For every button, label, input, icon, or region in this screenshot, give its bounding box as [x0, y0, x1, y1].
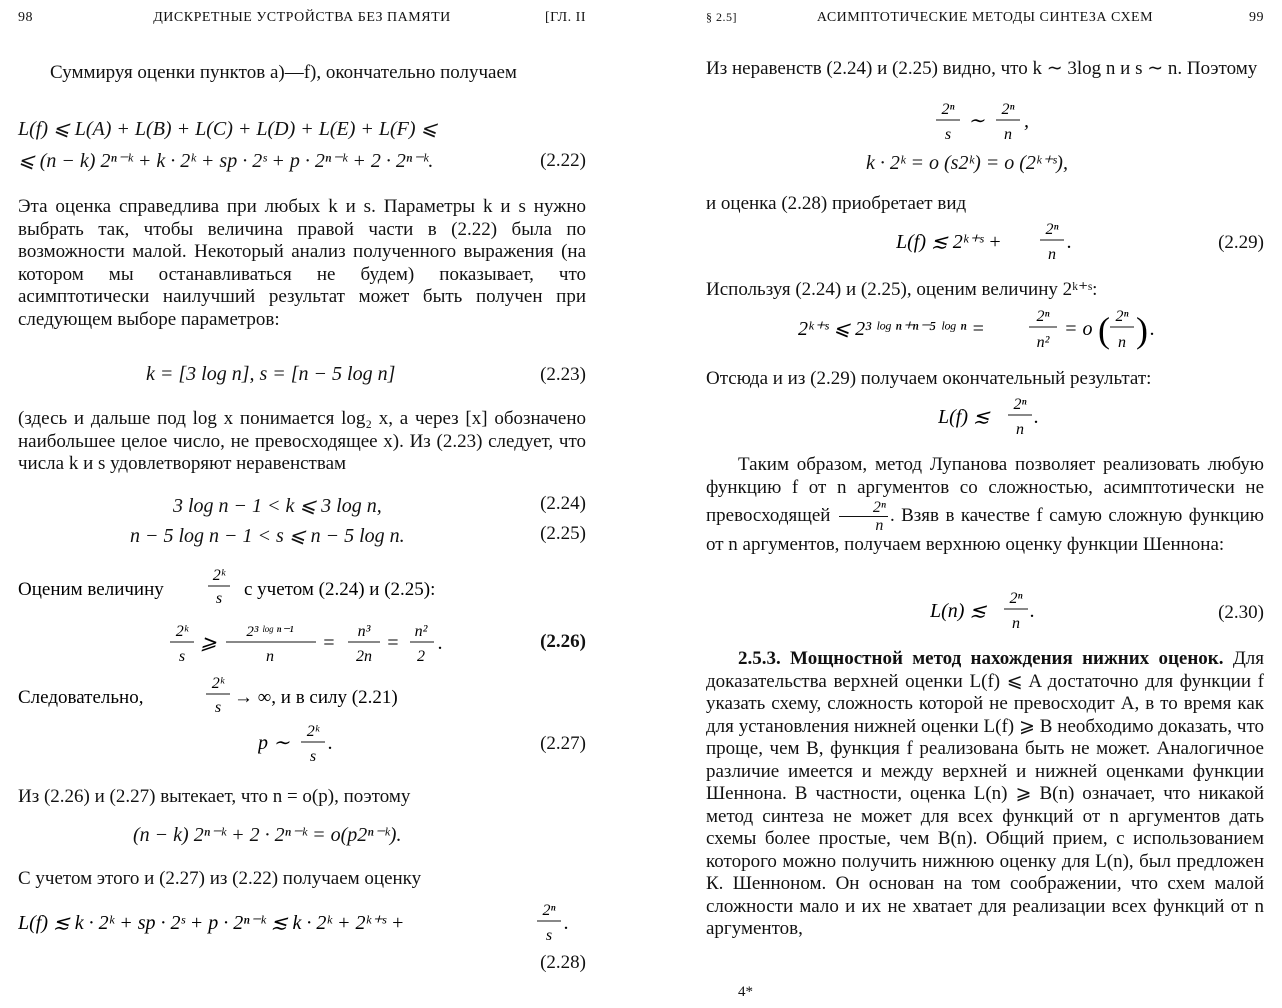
- paragraph-3: (здесь и дальше под log x понимается log₂ x, а через [x] обозначено наибольшее целое число, не превосходящее x). Из (2.23) следует, что числа k и s удовлетворяют неравенствам: [18, 408, 586, 474]
- fraction-numerator: 2ᵏ: [212, 567, 226, 584]
- svg-text:⩾: ⩾: [200, 632, 217, 654]
- svg-text:n: n: [1012, 615, 1020, 632]
- equation-number-2-25: (2.25): [540, 523, 586, 544]
- equation-2-28: [18, 896, 586, 946]
- inline-fraction: $\frac{\text{2ⁿ}}{n}$: [839, 499, 888, 534]
- left-header-chapter: [ГЛ. II: [544, 10, 586, 25]
- equation-2-29: [896, 215, 1096, 265]
- left-page-number: 98: [18, 10, 33, 25]
- svg-text:2ⁿ: 2ⁿ: [1115, 308, 1129, 325]
- svg-text:2ᵏ: 2ᵏ: [175, 623, 189, 640]
- svg-text:p ∼: p ∼: [258, 732, 290, 754]
- right-page: [706, 0, 1264, 1008]
- equation-final-result: [938, 392, 1078, 442]
- svg-text:.: .: [1150, 318, 1155, 340]
- right-header-title: АСИМПТОТИЧЕСКИЕ МЕТОДЫ СИНТЕЗА СХЕМ: [816, 10, 1154, 25]
- svg-text:с учетом (2.24) и (2.25):: с учетом (2.24) и (2.25):: [244, 579, 436, 600]
- svg-text:.: .: [1067, 231, 1072, 253]
- svg-text:2: 2: [417, 648, 425, 665]
- svg-text:2ⁿ: 2ⁿ: [1045, 221, 1059, 238]
- svg-text:Следовательно,: Следовательно,: [18, 687, 144, 708]
- svg-text:n: n: [1016, 421, 1024, 438]
- equation-2-22-line-1: L(f) ⩽ L(A) + L(B) + L(C) + L(D) + L(E) + L(F) ⩽: [18, 118, 438, 140]
- svg-text:.: .: [438, 632, 443, 654]
- svg-text:→ ∞, и в силу (2.21): → ∞, и в силу (2.21): [234, 687, 398, 708]
- svg-text:n²: n²: [414, 623, 428, 640]
- right-paragraph-5: Таким образом, метод Лупанова позволяет реализовать любую функцию f от n аргументов со сложностью, асимптотически не превосходящей $\frac{\text{2ⁿ}}{n}$ . Взяв в качестве f самую сложную функцию от n аргументов, получаем верхнюю оценку функции Шеннона:: [706, 454, 1265, 555]
- equation-o-p: (n − k) 2ⁿ⁻ᵏ + 2 · 2ⁿ⁻ᵏ = o(p2ⁿ⁻ᵏ).: [133, 824, 402, 846]
- right-running-header: [706, 10, 1264, 30]
- svg-text:L(f) ≲: L(f) ≲: [938, 406, 990, 428]
- right-page-number: 99: [1249, 10, 1264, 25]
- section-heading-2-5-3: 2.5.3. Мощностной метод нахождения нижних оценок.: [738, 648, 1224, 669]
- svg-text:=: =: [322, 632, 336, 654]
- equation-2-27: [258, 716, 378, 768]
- svg-text:2ⁿ: 2ⁿ: [1001, 101, 1015, 118]
- svg-text:,: ,: [1024, 110, 1029, 132]
- svg-text:.: .: [328, 732, 333, 754]
- right-paragraph-3: Используя (2.24) и (2.25), оценим величину 2ᵏ⁺ˢ:: [706, 279, 1098, 300]
- paragraph-6: Из (2.26) и (2.27) вытекает, что n = o(p), поэтому: [18, 786, 411, 807]
- svg-text:s: s: [214, 699, 222, 716]
- equation-number-2-28: (2.28): [540, 952, 586, 973]
- svg-text:n: n: [266, 648, 274, 665]
- svg-text:2ᵏ: 2ᵏ: [306, 723, 320, 740]
- svg-text:): ): [1136, 310, 1148, 350]
- paragraph-7: С учетом этого и (2.27) из (2.22) получаем оценку: [18, 868, 422, 889]
- paragraph-5: [18, 672, 586, 718]
- svg-text:s: s: [545, 927, 553, 944]
- signature-folio: 4*: [738, 984, 753, 1000]
- svg-text:.: .: [564, 912, 569, 934]
- right-paragraph-2: и оценка (2.28) приобретает вид: [706, 193, 967, 214]
- right-paragraph-6: 2.5.3. Мощностной метод нахождения нижних оценок. Для доказательства верхней оценки L(f) ⩽ A достаточно для функции f указать схему, сложность которой не превосходит A, в то время как для установления нижней оценки L(f) ⩾ B необходимо доказать, что проще, чем B, функция f реализована быть не может. Аналогичное различие имеется и между верхней и нижней оценками функции Шеннона. В частности, оценка L(n) ⩾ B(n) означает, что никакой метод синтеза не может для всех функций от n аргументов дать схемы более простые, чем B(n). Общий прием, с использованием которого можно получить нижнюю оценку для L(n), был предложен К. Шенноном. Он основан на том соображении, что схем малой сложности мало и их не хватает для реализации всех функций от n аргументов,: [706, 648, 1264, 939]
- right-paragraph-4: Отсюда и из (2.29) получаем окончательный результат:: [706, 368, 1152, 389]
- equation-2-23: k = [3 log n], s = [n − 5 log n]: [146, 363, 396, 385]
- svg-text:2ᵏ: 2ᵏ: [211, 675, 225, 692]
- svg-text:n: n: [1118, 334, 1126, 351]
- svg-text:n³: n³: [357, 623, 371, 640]
- right-paragraph-1: Из неравенств (2.24) и (2.25) видно, что k ∼ 3log n и s ∼ n. Поэтому: [706, 58, 1258, 79]
- svg-text:= o: = o: [1064, 318, 1093, 340]
- svg-text:s: s: [178, 648, 186, 665]
- equation-o-small: k · 2ᵏ = o (s2ᵏ) = o (2ᵏ⁺ˢ),: [866, 152, 1068, 174]
- svg-text:2n: 2n: [356, 648, 372, 665]
- svg-text:2ⁿ: 2ⁿ: [542, 902, 556, 919]
- svg-text:(: (: [1098, 310, 1110, 350]
- equation-2-25: n − 5 log n − 1 < s ⩽ n − 5 log n.: [130, 525, 405, 547]
- svg-text:.: .: [1030, 600, 1035, 622]
- equation-number-2-23: (2.23): [540, 364, 586, 385]
- equation-number-2-26: (2.26): [540, 631, 586, 652]
- svg-text:.: .: [1034, 406, 1039, 428]
- left-running-header: [18, 10, 586, 30]
- svg-text:n: n: [1004, 126, 1012, 143]
- svg-text:∼: ∼: [968, 110, 985, 132]
- equation-asymptotic: [934, 96, 1054, 146]
- equation-2-26: [168, 616, 468, 668]
- equation-upper-bound: [798, 302, 1198, 358]
- equation-number-2-30: (2.30): [1218, 602, 1264, 623]
- svg-text:2ⁿ: 2ⁿ: [1036, 308, 1050, 325]
- svg-text:2ⁿ: 2ⁿ: [1009, 590, 1023, 607]
- equation-number-2-22: (2.22): [540, 150, 586, 171]
- fraction-denominator: s: [215, 590, 223, 607]
- svg-text:n²: n²: [1036, 334, 1050, 351]
- equation-number-2-27: (2.27): [540, 733, 586, 754]
- equation-2-22-line-2: ⩽ (n − k) 2ⁿ⁻ᵏ + k · 2ᵏ + sp · 2ˢ + p · 2ⁿ⁻ᵏ + 2 · 2ⁿ⁻ᵏ.: [18, 150, 434, 172]
- svg-text:L(f) ≲ 2ᵏ⁺ˢ +: L(f) ≲ 2ᵏ⁺ˢ +: [896, 231, 1002, 253]
- paragraph-1: Суммируя оценки пунктов a)—f), окончательно получаем: [50, 62, 517, 83]
- svg-text:2ᵏ⁺ˢ ⩽ 2³ ˡᵒᵍ ⁿ⁺ⁿ⁻⁵ ˡᵒᵍ ⁿ =: 2ᵏ⁺ˢ ⩽ 2³ ˡᵒᵍ ⁿ⁺ⁿ⁻⁵ ˡᵒᵍ ⁿ =: [798, 318, 985, 340]
- equation-2-24: 3 log n − 1 < k ⩽ 3 log n,: [173, 495, 382, 517]
- svg-text:L(f) ≲ k · 2ᵏ + sp · 2ˢ + p ·: L(f) ≲ k · 2ᵏ + sp · 2ˢ + p · 2ⁿ⁻ᵏ ≲ k · 2ᵏ + 2ᵏ⁺ˢ +: [18, 912, 405, 934]
- left-header-title: ДИСКРЕТНЫЕ УСТРОЙСТВА БЕЗ ПАМЯТИ: [153, 10, 451, 25]
- equation-number-2-29: (2.29): [1218, 232, 1264, 253]
- svg-text:2ⁿ: 2ⁿ: [1013, 396, 1027, 413]
- left-page: [18, 0, 586, 1008]
- right-header-section: § 2.5]: [706, 10, 737, 24]
- paragraph-4: [18, 562, 586, 608]
- svg-text:s: s: [944, 126, 952, 143]
- svg-text:s: s: [309, 748, 317, 765]
- svg-text:2ⁿ: 2ⁿ: [941, 101, 955, 118]
- svg-text:=: =: [386, 632, 400, 654]
- paragraph-2: Эта оценка справедлива при любых k и s. Параметры k и s нужно выбрать так, чтобы величина правой части в (2.22) была по возможности малой. Некоторый анализ полученного выражения (на котором мы останавливаться не будем) показывает, что асимптотически наилучший результат может быть получен при следующем выборе параметров:: [18, 196, 586, 330]
- svg-text:Оценим величину: Оценим величину: [18, 579, 164, 600]
- svg-text:L(n) ≲: L(n) ≲: [930, 600, 987, 622]
- equation-number-2-24: (2.24): [540, 493, 586, 514]
- svg-text:2³ ˡᵒᵍ ⁿ⁻¹: 2³ ˡᵒᵍ ⁿ⁻¹: [246, 624, 294, 640]
- equation-2-30: [930, 586, 1070, 636]
- svg-text:n: n: [1048, 246, 1056, 263]
